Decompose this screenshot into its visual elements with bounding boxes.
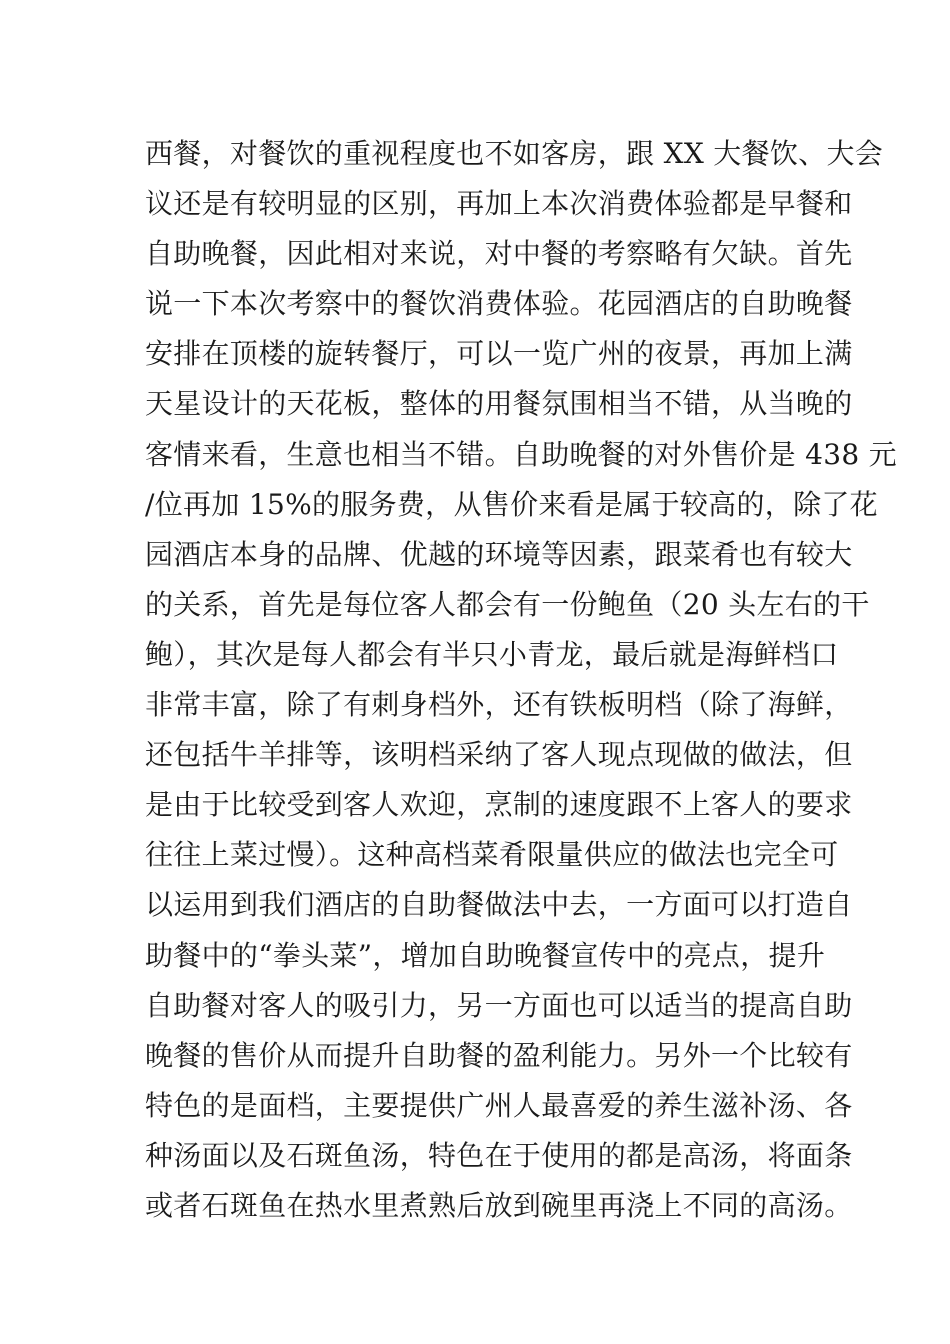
text-line: 助餐中的“拳头菜”，增加自助晚餐宣传中的亮点，提升 [145, 938, 826, 972]
body-paragraph [145, 129, 897, 1231]
text-line: 天星设计的天花板，整体的用餐氛围相当不错，从当晚的 [145, 387, 853, 421]
text-line: 园酒店本身的品牌、优越的环境等因素，跟菜肴也有较大 [145, 537, 853, 571]
text-line: 议还是有较明显的区别，再加上本次消费体验都是早餐和 [145, 187, 853, 221]
text-line: /位再加 15%的服务费，从售价来看是属于较高的，除了花 [145, 487, 878, 521]
text-line: 自助餐对客人的吸引力，另一方面也可以适当的提高自助 [145, 988, 853, 1022]
text-line: 非常丰富，除了有刺身档外，还有铁板明档（除了海鲜， [145, 688, 853, 722]
text-line: 是由于比较受到客人欢迎，烹制的速度跟不上客人的要求 [145, 788, 853, 822]
text-line: 往往上菜过慢）。这种高档菜肴限量供应的做法也完全可 [145, 838, 839, 872]
text-line: 特色的是面档，主要提供广州人最喜爱的养生滋补汤、各 [145, 1088, 853, 1122]
text-line: 自助晚餐，因此相对来说，对中餐的考察略有欠缺。首先 [145, 237, 853, 271]
text-line: 以运用到我们酒店的自助餐做法中去，一方面可以打造自 [145, 888, 853, 922]
text-line: 鲍），其次是每人都会有半只小青龙，最后就是海鲜档口 [145, 637, 839, 671]
text-line: 晚餐的售价从而提升自助餐的盈利能力。另外一个比较有 [145, 1038, 853, 1072]
text-line: 或者石斑鱼在热水里煮熟后放到碗里再浇上不同的高汤。 [145, 1188, 853, 1222]
text-line: 说一下本次考察中的餐饮消费体验。花园酒店的自助晚餐 [145, 287, 853, 321]
text-line: 客情来看，生意也相当不错。自助晚餐的对外售价是 438 元 [145, 437, 897, 471]
text-line: 种汤面以及石斑鱼汤，特色在于使用的都是高汤，将面条 [145, 1138, 853, 1172]
text-line: 还包括牛羊排等，该明档采纳了客人现点现做的做法，但 [145, 738, 853, 772]
text-line: 西餐，对餐饮的重视程度也不如客房，跟 XX 大餐饮、大会 [145, 137, 884, 170]
text-line: 的关系，首先是每位客人都会有一份鲍鱼（20 头左右的干 [145, 587, 870, 621]
text-line: 安排在顶楼的旋转餐厅，可以一览广州的夜景，再加上满 [145, 337, 853, 371]
